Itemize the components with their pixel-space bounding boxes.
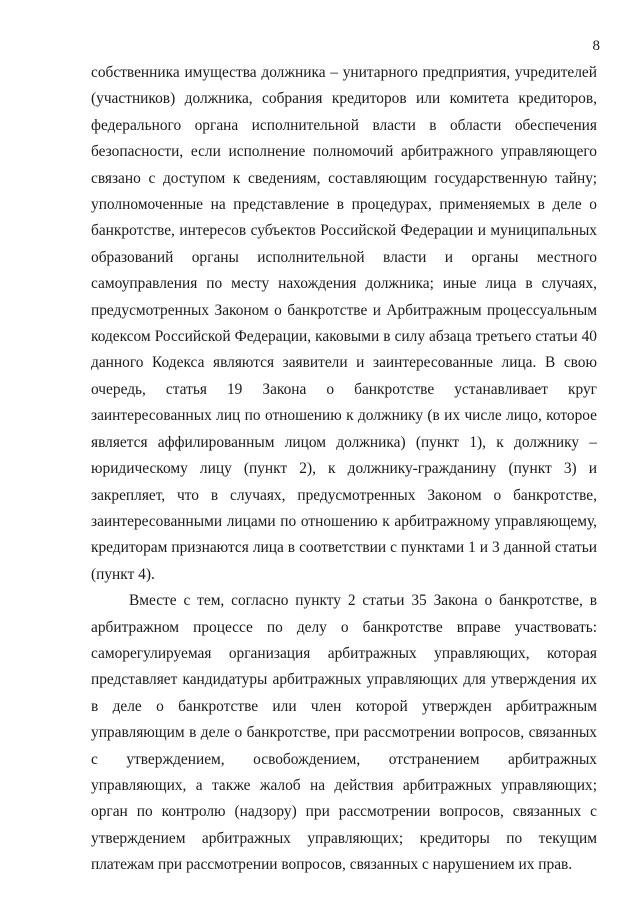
- document-body: [91, 60, 597, 879]
- paragraph-continuation: собственника имущества должника – унитарного предприятия, учредителей (участников) должника, собрания кредиторов или комитета кредиторов, федерального органа исполнительной власти в области обеспечения безопасности, если исполнение полномочий арбитражного управляющего связано с доступом к сведениям, составляющим государственную тайну; уполномоченные на представление в процедурах, применяемых в деле о банкротстве, интересов субъектов Российской Федерации и муниципальных образований органы исполнительной власти и органы местного самоуправления по месту нахождения должника; иные лица в случаях, предусмотренных Законом о банкротстве и Арбитражным процессуальным кодексом Российской Федерации, каковыми в силу абзаца третьего статьи 40 данного Кодекса являются заявители и заинтересованные лица. В свою очередь, статья 19 Закона о банкротстве устанавливает круг заинтересованных лиц по отношению к должнику (в их числе лицо, которое является аффилированным лицом должника) (пункт 1), к должнику – юридическому лицу (пункт 2), к должнику-гражданину (пункт 3) и закрепляет, что в случаях, предусмотренных Законом о банкротстве, заинтересованными лицами по отношению к арбитражному управляющему, кредиторам признаются лица в соответствии с пунктами 1 и 3 данной статьи (пункт 4).: [91, 64, 597, 583]
- paragraph-article-35: Вместе с тем, согласно пункту 2 статьи 35 Закона о банкротстве, в арбитражном процессе по делу о банкротстве вправе участвовать: саморегулируемая организация арбитражных управляющих, которая представляет кандидатуры арбитражных управляющих для утверждения их в деле о банкротстве или член которой утвержден арбитражным управляющим в деле о банкротстве, при рассмотрении вопросов, связанных с утверждением, освобождением, отстранением арбитражных управляющих, а также жалоб на действия арбитражных управляющих; орган по контролю (надзору) при рассмотрении вопросов, связанных с утверждением арбитражных управляющих; кредиторы по текущим платежам при рассмотрении вопросов, связанных с нарушением их прав.: [91, 592, 597, 874]
- page-number: 8: [592, 38, 600, 54]
